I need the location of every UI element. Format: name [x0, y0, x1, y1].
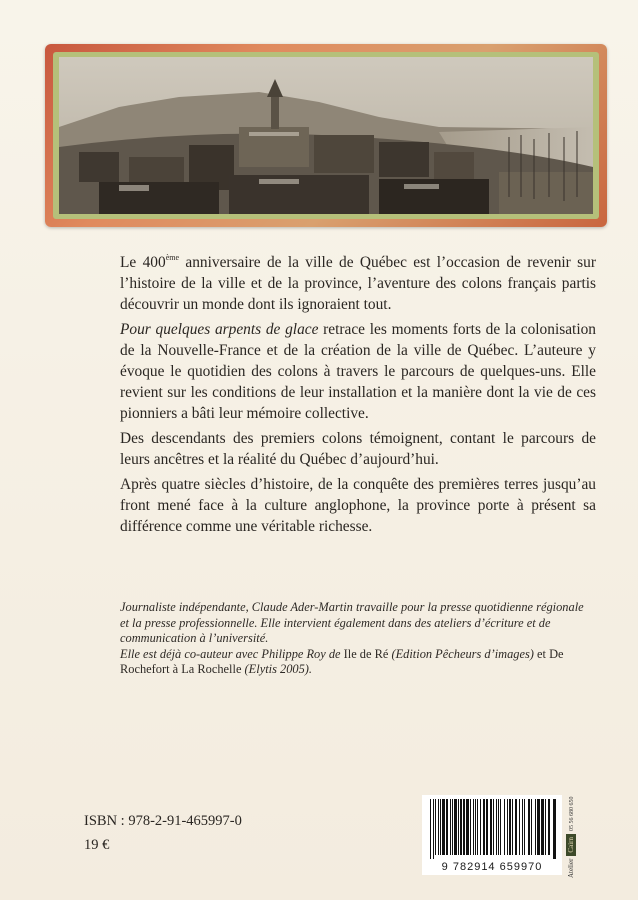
photo-frame: [45, 44, 607, 227]
barcode-bar: [500, 799, 501, 855]
barcode-bar: [535, 799, 536, 855]
barcode-bar: [440, 799, 441, 855]
barcode-bar: [490, 799, 492, 855]
price-text: 19 €: [84, 837, 110, 853]
publisher-name: Atelier: [567, 858, 575, 878]
barcode-bar: [496, 799, 497, 855]
barcode-bar: [531, 799, 532, 855]
barcode-bar: [524, 799, 525, 855]
barcode-bar: [483, 799, 485, 855]
bio-book-2: De Rochefort à La Rochelle: [120, 646, 564, 676]
barcode-bar: [519, 799, 520, 855]
barcode-bar: [446, 799, 448, 855]
publisher-logo: [566, 786, 588, 878]
publisher-text: [566, 797, 576, 879]
barcode-bar: [493, 799, 494, 855]
barcode-bar: [553, 799, 556, 859]
barcode-bar: [477, 799, 478, 855]
bio-publisher-1: (Edition Pêcheurs d’images): [388, 646, 534, 661]
barcode-bar: [475, 799, 476, 855]
barcode-bar: [548, 799, 550, 855]
book-title: Pour quelques arpents de glace: [120, 321, 319, 338]
barcode-bar: [473, 799, 474, 855]
summary-paragraph-1: [120, 252, 596, 315]
publisher-phone: 05 56 680 650: [569, 796, 575, 831]
barcode-bar: [528, 799, 530, 855]
barcode-bar: [433, 799, 434, 859]
summary-p2-rest: retrace les moments forts de la colonisation de la Nouvelle-France et de la création de la ville de Québec. L’auteure y évoque le quotidien des colons à travers le parcours de quelques-uns. Elle revient sur les conditions de leur installation et la manière dont la vie de ces pionniers a bâti leur mémoire collective.: [120, 321, 596, 422]
publisher-mark: Cairn: [566, 834, 576, 856]
bio-conjunction: et: [533, 646, 550, 661]
barcode-bar: [486, 799, 488, 855]
barcode-bar: [509, 799, 511, 855]
barcode-bar: [438, 799, 439, 855]
summary-paragraph-3: Des descendants des premiers colons témoignent, contant le parcours de leurs ancêtres et la réalité du Québec d’aujourd’hui.: [120, 430, 596, 468]
barcode-bar: [541, 799, 544, 855]
summary-paragraph-2: [120, 319, 596, 424]
barcode-bar: [504, 799, 505, 855]
barcode-bar: [463, 799, 465, 855]
barcode-number: 9 782914 659970: [441, 861, 543, 873]
bio-sentence-1: Journaliste indépendante, Claude Ader-Martin travaille pour la presse quotidienne régionale et la presse professionnelle. Elle intervient également dans des ateliers d’écriture et de communication à l’université.: [120, 600, 584, 645]
author-bio: [120, 600, 590, 678]
barcode-bar: [435, 799, 436, 855]
barcode-bar: [442, 799, 445, 855]
barcode-bar: [512, 799, 513, 855]
barcode-bar: [430, 799, 431, 859]
barcode-bars: [422, 795, 562, 861]
barcode-bar: [480, 799, 481, 855]
barcode-bar: [515, 799, 517, 855]
barcode-bar: [470, 799, 471, 855]
barcode-bar: [450, 799, 451, 855]
summary-paragraph-4: Après quatre siècles d’histoire, de la conquête des premières terres jusqu’au front mené face à la culture anglophone, la province porte à présent sa différence comme une véritable richesse.: [120, 476, 596, 535]
barcode-bar: [522, 799, 523, 855]
barcode-bar: [545, 799, 546, 855]
summary-text: [120, 252, 596, 541]
barcode-bar: [537, 799, 540, 855]
summary-p1-start: Le 400: [120, 254, 166, 271]
barcode-bar: [498, 799, 499, 855]
ordinal-suffix: ème: [165, 253, 180, 262]
barcode: [422, 795, 562, 875]
isbn-text: ISBN : 978-2-91-465997-0: [84, 813, 242, 829]
barcode-bar: [454, 799, 457, 855]
quebec-panorama-photo: [59, 57, 593, 214]
bio-publisher-2: (Elytis 2005).: [241, 662, 312, 676]
barcode-bar: [466, 799, 469, 855]
barcode-bar: [458, 799, 459, 855]
barcode-bar: [507, 799, 508, 855]
barcode-bar: [452, 799, 453, 855]
bio-sentence-2: Elle est déjà co-auteur avec Philippe Roy de: [120, 646, 344, 661]
barcode-bar: [460, 799, 462, 855]
bio-book-1: Ile de Ré: [343, 646, 389, 661]
summary-p1-rest: anniversaire de la ville de Québec est l’occasion de revenir sur l’histoire de la ville et de la province, l’aventure des colons français partis découvrir un monde dont ils ignoraient tout.: [120, 254, 596, 313]
